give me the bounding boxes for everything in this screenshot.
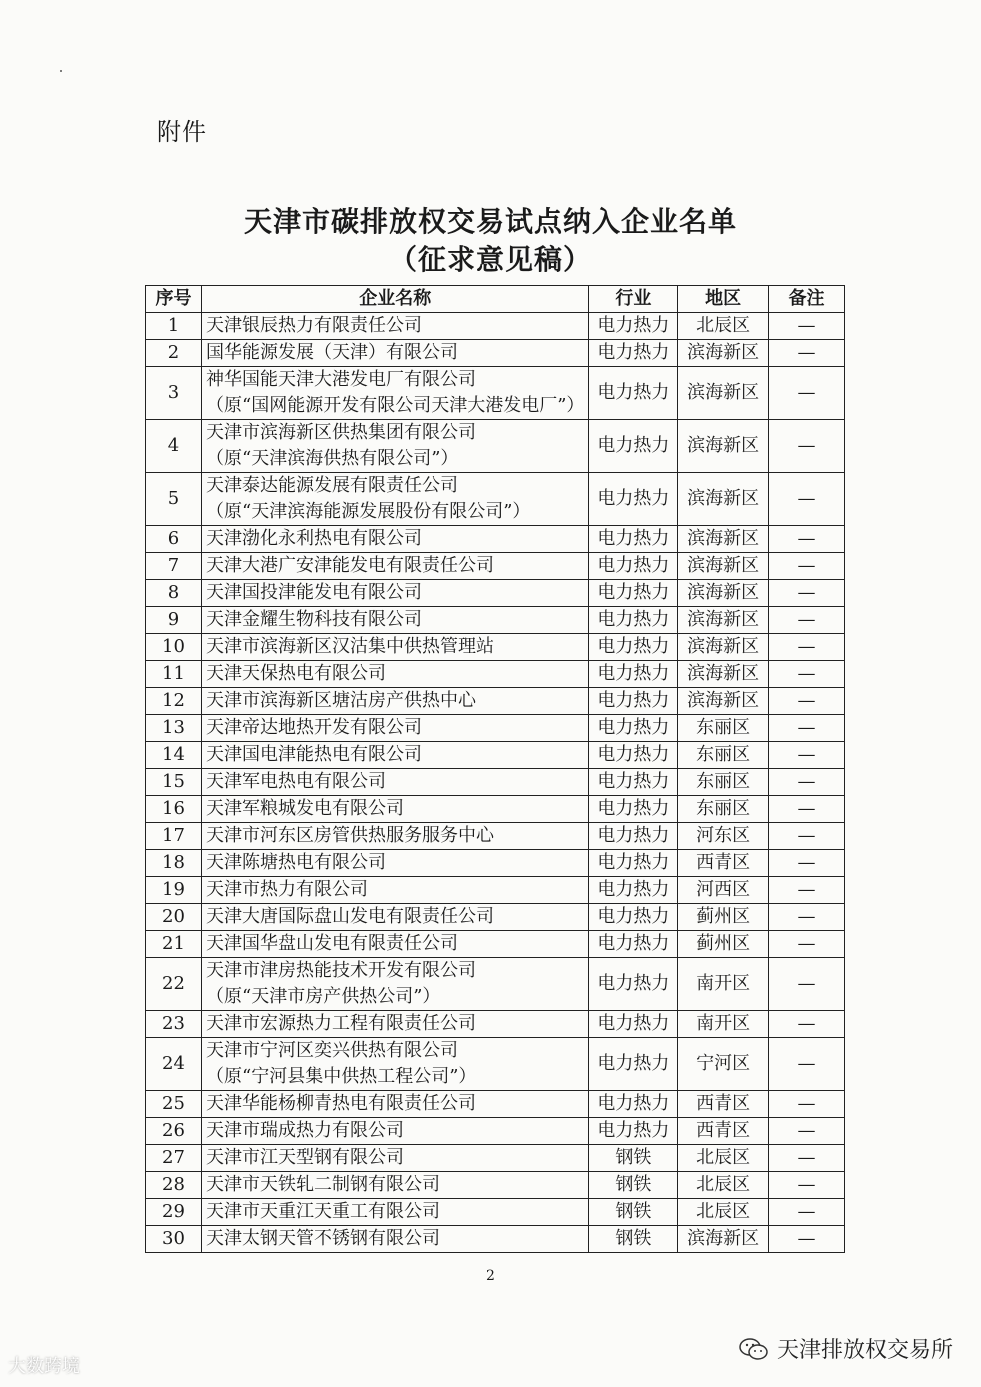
company-name: 天津市滨海新区塘沽房产供热中心 — [206, 690, 476, 711]
row-note: — — [769, 1172, 845, 1199]
company-name: 天津军粮城发电有限公司 — [206, 798, 404, 819]
row-name — [202, 1145, 589, 1172]
company-name: 天津金耀生物科技有限公司 — [206, 609, 422, 630]
row-name — [202, 340, 589, 367]
header-name: 企业名称 — [202, 286, 589, 313]
row-name — [202, 1199, 589, 1226]
scan-speck — [60, 70, 62, 72]
company-name: 天津天保热电有限公司 — [206, 663, 386, 684]
former-name: （原“国网能源开发有限公司天津大港发电厂”） — [206, 395, 585, 416]
table-row — [146, 1011, 845, 1038]
row-no: 17 — [146, 823, 202, 850]
row-note: — — [769, 796, 845, 823]
row-name — [202, 877, 589, 904]
row-note: — — [769, 473, 845, 526]
table-row — [146, 526, 845, 553]
row-name — [202, 1172, 589, 1199]
row-note: — — [769, 850, 845, 877]
row-region: 滨海新区 — [678, 367, 769, 420]
row-region: 滨海新区 — [678, 607, 769, 634]
row-note: — — [769, 526, 845, 553]
row-region: 南开区 — [678, 1011, 769, 1038]
row-note: — — [769, 931, 845, 958]
row-industry: 钢铁 — [589, 1145, 678, 1172]
row-note: — — [769, 420, 845, 473]
company-name: 天津市热力有限公司 — [206, 879, 368, 900]
row-name — [202, 850, 589, 877]
row-region: 滨海新区 — [678, 661, 769, 688]
company-name: 天津陈塘热电有限公司 — [206, 852, 386, 873]
table-row — [146, 1226, 845, 1253]
row-name — [202, 367, 589, 420]
row-no: 20 — [146, 904, 202, 931]
company-name: 天津市瑞成热力有限公司 — [206, 1120, 404, 1141]
row-note: — — [769, 904, 845, 931]
row-no: 24 — [146, 1038, 202, 1091]
watermark-right — [739, 1333, 953, 1364]
table-row — [146, 553, 845, 580]
row-industry: 电力热力 — [589, 877, 678, 904]
row-no: 2 — [146, 340, 202, 367]
company-name: 天津市滨海新区供热集团有限公司 — [206, 422, 476, 443]
row-name — [202, 634, 589, 661]
row-region: 西青区 — [678, 850, 769, 877]
row-no: 15 — [146, 769, 202, 796]
row-note: — — [769, 607, 845, 634]
row-region: 滨海新区 — [678, 526, 769, 553]
company-name: 天津国投津能发电有限公司 — [206, 582, 422, 603]
row-note: — — [769, 661, 845, 688]
page-number: 2 — [486, 1268, 495, 1284]
row-note: — — [769, 553, 845, 580]
row-region: 蓟州区 — [678, 904, 769, 931]
company-name: 天津市津房热能技术开发有限公司 — [206, 960, 476, 981]
table-row — [146, 931, 845, 958]
table-row — [146, 850, 845, 877]
row-no: 23 — [146, 1011, 202, 1038]
row-industry: 电力热力 — [589, 742, 678, 769]
row-industry: 电力热力 — [589, 526, 678, 553]
row-region: 滨海新区 — [678, 473, 769, 526]
row-region: 滨海新区 — [678, 688, 769, 715]
row-region: 宁河区 — [678, 1038, 769, 1091]
row-name — [202, 1011, 589, 1038]
row-note: — — [769, 769, 845, 796]
table-row — [146, 958, 845, 1011]
row-name — [202, 1118, 589, 1145]
company-name: 天津市宁河区奕兴供热有限公司 — [206, 1040, 458, 1061]
row-no: 18 — [146, 850, 202, 877]
table-row — [146, 877, 845, 904]
row-name — [202, 742, 589, 769]
table-row — [146, 796, 845, 823]
enterprise-table — [145, 285, 845, 1253]
row-note: — — [769, 313, 845, 340]
row-no: 22 — [146, 958, 202, 1011]
table-row — [146, 1038, 845, 1091]
row-region: 西青区 — [678, 1091, 769, 1118]
table-row — [146, 1145, 845, 1172]
row-industry: 钢铁 — [589, 1172, 678, 1199]
row-name — [202, 958, 589, 1011]
row-note: — — [769, 1226, 845, 1253]
company-name: 国华能源发展（天津）有限公司 — [206, 342, 458, 363]
row-no: 12 — [146, 688, 202, 715]
table-row — [146, 769, 845, 796]
row-no: 14 — [146, 742, 202, 769]
row-region: 北辰区 — [678, 1145, 769, 1172]
former-name: （原“宁河县集中供热工程公司”） — [206, 1066, 477, 1087]
company-name: 天津华能杨柳青热电有限责任公司 — [206, 1093, 476, 1114]
row-region: 滨海新区 — [678, 340, 769, 367]
row-region: 滨海新区 — [678, 553, 769, 580]
row-no: 29 — [146, 1199, 202, 1226]
row-industry: 电力热力 — [589, 931, 678, 958]
row-industry: 电力热力 — [589, 1011, 678, 1038]
table-row — [146, 473, 845, 526]
row-note: — — [769, 1199, 845, 1226]
row-note: — — [769, 634, 845, 661]
row-region: 东丽区 — [678, 715, 769, 742]
row-industry: 电力热力 — [589, 823, 678, 850]
row-region: 北辰区 — [678, 1199, 769, 1226]
row-name — [202, 420, 589, 473]
row-no: 10 — [146, 634, 202, 661]
header-note: 备注 — [769, 286, 845, 313]
header-no: 序号 — [146, 286, 202, 313]
row-industry: 电力热力 — [589, 796, 678, 823]
company-name: 天津渤化永利热电有限公司 — [206, 528, 422, 549]
company-name: 天津大港广安津能发电有限责任公司 — [206, 555, 494, 576]
watermark-left: 大数跨境 — [8, 1356, 80, 1377]
row-note: — — [769, 580, 845, 607]
row-industry: 电力热力 — [589, 607, 678, 634]
row-name — [202, 688, 589, 715]
row-no: 1 — [146, 313, 202, 340]
header-industry: 行业 — [589, 286, 678, 313]
row-name — [202, 1091, 589, 1118]
row-region: 河东区 — [678, 823, 769, 850]
row-region: 蓟州区 — [678, 931, 769, 958]
table-row — [146, 742, 845, 769]
watermark-right-text: 天津排放权交易所 — [776, 1338, 953, 1363]
company-name: 天津市河东区房管供热服务服务中心 — [206, 825, 494, 846]
row-name — [202, 1038, 589, 1091]
table-row — [146, 1199, 845, 1226]
row-name — [202, 904, 589, 931]
company-name: 天津国电津能热电有限公司 — [206, 744, 422, 765]
table-row — [146, 904, 845, 931]
company-name: 天津国华盘山发电有限责任公司 — [206, 933, 458, 954]
row-note: — — [769, 958, 845, 1011]
company-name: 天津太钢天管不锈钢有限公司 — [206, 1228, 440, 1249]
row-no: 13 — [146, 715, 202, 742]
row-note: — — [769, 688, 845, 715]
row-region: 滨海新区 — [678, 634, 769, 661]
row-no: 27 — [146, 1145, 202, 1172]
former-name: （原“天津滨海能源发展股份有限公司”） — [206, 501, 531, 522]
row-industry: 电力热力 — [589, 904, 678, 931]
row-region: 滨海新区 — [678, 580, 769, 607]
document-subtitle: （征求意见稿） — [388, 243, 592, 276]
row-region: 滨海新区 — [678, 1226, 769, 1253]
row-name — [202, 823, 589, 850]
wechat-icon — [739, 1337, 769, 1361]
row-note: — — [769, 823, 845, 850]
row-industry: 电力热力 — [589, 367, 678, 420]
row-name — [202, 1226, 589, 1253]
row-no: 28 — [146, 1172, 202, 1199]
table-row — [146, 420, 845, 473]
row-no: 7 — [146, 553, 202, 580]
row-industry: 钢铁 — [589, 1199, 678, 1226]
row-no: 16 — [146, 796, 202, 823]
row-industry: 电力热力 — [589, 1038, 678, 1091]
row-no: 25 — [146, 1091, 202, 1118]
row-industry: 电力热力 — [589, 553, 678, 580]
company-name: 天津市天铁轧二制钢有限公司 — [206, 1174, 440, 1195]
row-name — [202, 473, 589, 526]
company-name: 天津大唐国际盘山发电有限责任公司 — [206, 906, 494, 927]
company-name: 天津银辰热力有限责任公司 — [206, 315, 422, 336]
header-region: 地区 — [678, 286, 769, 313]
former-name: （原“天津市房产供热公司”） — [206, 986, 441, 1007]
company-name: 天津军电热电有限公司 — [206, 771, 386, 792]
table-row — [146, 661, 845, 688]
row-no: 26 — [146, 1118, 202, 1145]
row-industry: 电力热力 — [589, 958, 678, 1011]
table-row — [146, 1172, 845, 1199]
row-no: 30 — [146, 1226, 202, 1253]
row-note: — — [769, 367, 845, 420]
row-name — [202, 526, 589, 553]
row-industry: 电力热力 — [589, 634, 678, 661]
row-note: — — [769, 1038, 845, 1091]
row-region: 滨海新区 — [678, 420, 769, 473]
table-row — [146, 367, 845, 420]
table-row — [146, 340, 845, 367]
company-name: 天津帝达地热开发有限公司 — [206, 717, 422, 738]
row-name — [202, 607, 589, 634]
row-industry: 电力热力 — [589, 1091, 678, 1118]
row-industry: 电力热力 — [589, 661, 678, 688]
row-industry: 电力热力 — [589, 313, 678, 340]
attachment-label: 附件 — [157, 118, 207, 146]
row-name — [202, 715, 589, 742]
row-note: — — [769, 877, 845, 904]
row-industry: 电力热力 — [589, 769, 678, 796]
table-row — [146, 1118, 845, 1145]
company-name: 天津市滨海新区汉沽集中供热管理站 — [206, 636, 494, 657]
row-name — [202, 769, 589, 796]
row-no: 5 — [146, 473, 202, 526]
row-no: 3 — [146, 367, 202, 420]
row-industry: 电力热力 — [589, 715, 678, 742]
row-region: 东丽区 — [678, 742, 769, 769]
former-name: （原“天津滨海供热有限公司”） — [206, 448, 459, 469]
table-row — [146, 607, 845, 634]
row-note: — — [769, 1118, 845, 1145]
row-no: 19 — [146, 877, 202, 904]
row-no: 21 — [146, 931, 202, 958]
table-header-row — [146, 286, 845, 313]
row-industry: 电力热力 — [589, 850, 678, 877]
row-note: — — [769, 340, 845, 367]
row-name — [202, 661, 589, 688]
row-industry: 电力热力 — [589, 340, 678, 367]
row-name — [202, 931, 589, 958]
row-note: — — [769, 742, 845, 769]
row-industry: 电力热力 — [589, 580, 678, 607]
row-industry: 电力热力 — [589, 688, 678, 715]
company-name: 天津市宏源热力工程有限责任公司 — [206, 1013, 476, 1034]
row-industry: 电力热力 — [589, 420, 678, 473]
row-region: 北辰区 — [678, 1172, 769, 1199]
table-row — [146, 1091, 845, 1118]
row-region: 河西区 — [678, 877, 769, 904]
row-no: 8 — [146, 580, 202, 607]
row-region: 西青区 — [678, 1118, 769, 1145]
company-name: 神华国能天津大港发电厂有限公司 — [206, 369, 476, 390]
row-no: 9 — [146, 607, 202, 634]
company-name: 天津泰达能源发展有限责任公司 — [206, 475, 458, 496]
row-name — [202, 580, 589, 607]
row-no: 11 — [146, 661, 202, 688]
row-name — [202, 796, 589, 823]
table-row — [146, 634, 845, 661]
row-region: 南开区 — [678, 958, 769, 1011]
row-region: 东丽区 — [678, 769, 769, 796]
table-row — [146, 313, 845, 340]
document-title: 天津市碳排放权交易试点纳入企业名单 — [243, 205, 737, 238]
table-row — [146, 823, 845, 850]
row-industry: 钢铁 — [589, 1226, 678, 1253]
table-row — [146, 580, 845, 607]
row-note: — — [769, 1011, 845, 1038]
row-industry: 电力热力 — [589, 473, 678, 526]
row-industry: 电力热力 — [589, 1118, 678, 1145]
table-row — [146, 715, 845, 742]
row-no: 6 — [146, 526, 202, 553]
table-row — [146, 688, 845, 715]
row-name — [202, 313, 589, 340]
row-no: 4 — [146, 420, 202, 473]
row-note: — — [769, 1145, 845, 1172]
row-name — [202, 553, 589, 580]
row-note: — — [769, 1091, 845, 1118]
row-note: — — [769, 715, 845, 742]
row-region: 北辰区 — [678, 313, 769, 340]
company-name: 天津市天重江天重工有限公司 — [206, 1201, 440, 1222]
company-name: 天津市江天型钢有限公司 — [206, 1147, 404, 1168]
row-region: 东丽区 — [678, 796, 769, 823]
